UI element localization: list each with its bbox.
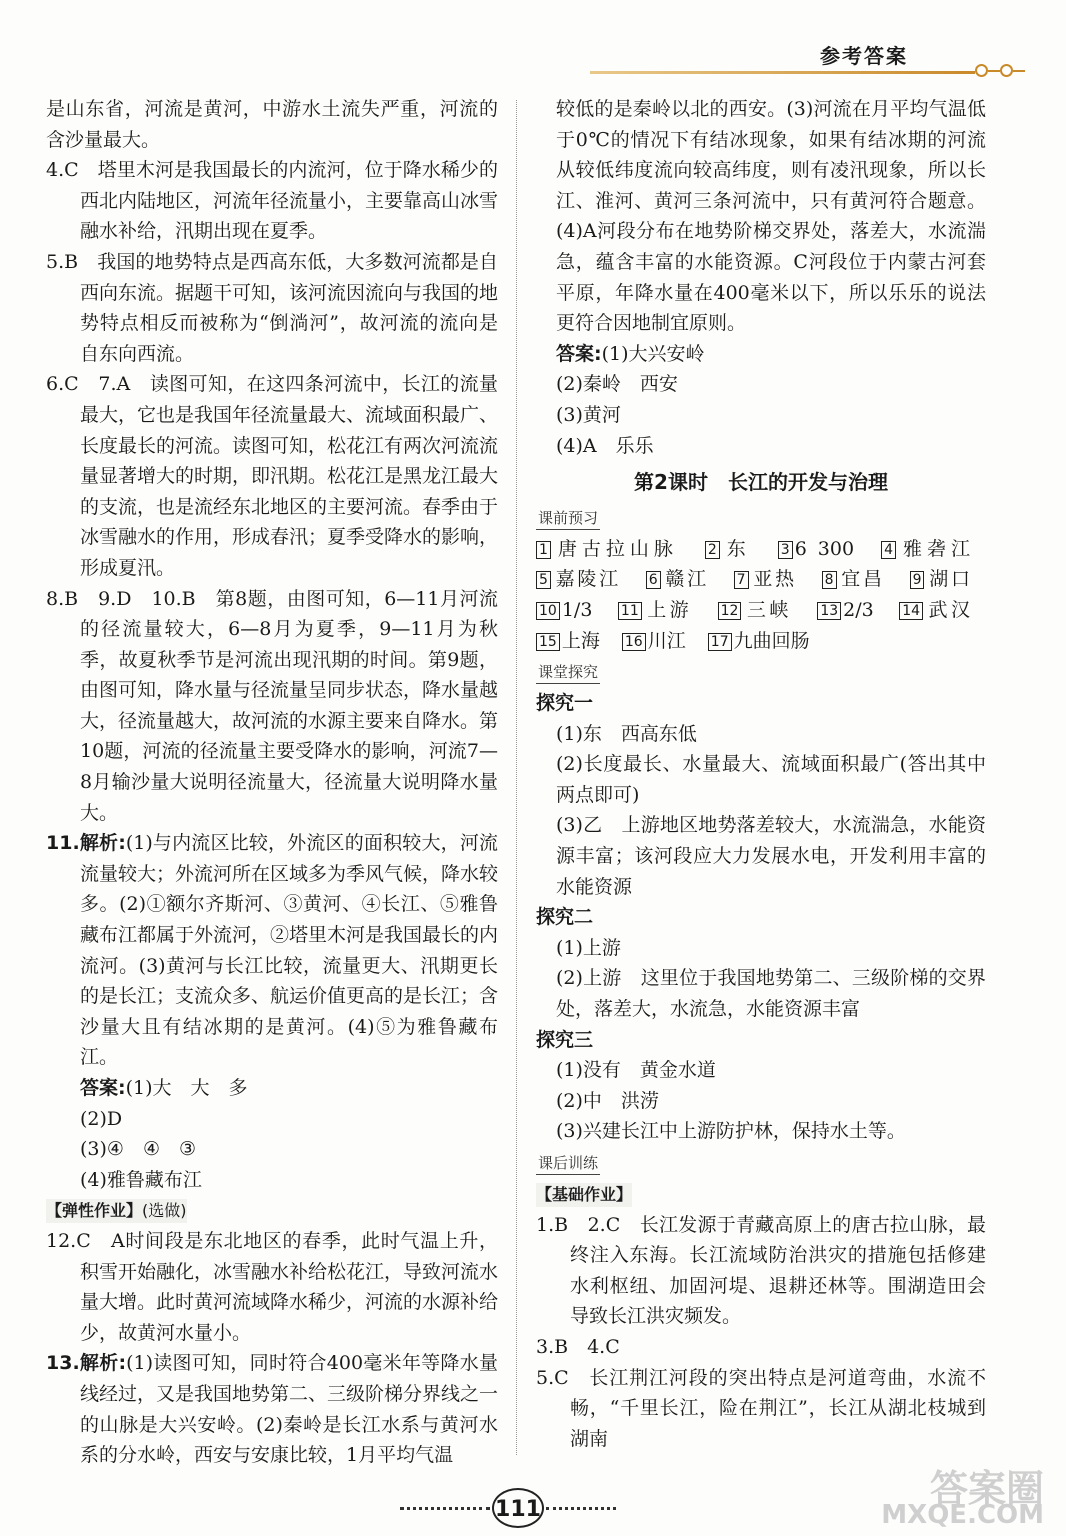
- section-tag-class: 课堂探究: [536, 661, 600, 684]
- preview-item: [881, 538, 970, 560]
- answer-13-key-3: (3)黄河: [556, 403, 621, 426]
- left-column: [46, 94, 498, 1471]
- answer-b5: 5.C 长江荆江河段的突出特点是河道弯曲，水流不畅，“千里长江，险在荆江”，长江从湖北枝城到湖南: [536, 1366, 986, 1450]
- preview-item-text: 亚热: [750, 568, 797, 591]
- preview-item-number: 12: [718, 602, 742, 620]
- preview-item-text: 上游: [643, 598, 693, 621]
- right-column: [536, 94, 986, 1454]
- watermark-logo: 答案圈: [929, 1467, 1044, 1511]
- preview-item-text: 雅砻江: [898, 537, 970, 560]
- preview-item-text: 2/3: [843, 598, 874, 621]
- preview-item-text: 唐古拉山脉: [552, 537, 678, 560]
- preview-item-number: 1: [536, 541, 551, 559]
- answer-13-key-2: (2)秦岭 西安: [556, 373, 678, 396]
- explore-3-3: (3)兴建长江中上游防护林，保持水土等。: [556, 1120, 906, 1143]
- header-rule: [590, 71, 975, 74]
- preview-item-number: 17: [708, 633, 732, 651]
- answer-11-label: 11.解析:: [46, 832, 126, 855]
- elastic-note: (选做): [142, 1201, 187, 1221]
- answer-13-key: [536, 339, 986, 370]
- answer-8-10: 8.B 9.D 10.B 第8题，由图可知，6—11月河流的径流量较大，6—8月为夏季，9—11月为秋季，故夏秋季节是河流出现汛期的时间。第9题，由图可知，降水量与径流量呈同步状态，降水量越大，径流量越大，故河流的水源主要来自降水。第10题，河流的径流量主要受降水的影响，河流7—8月输沙量大说明径流量大，径流量大说明降水量大。: [46, 587, 499, 824]
- explore-3-1: (1)没有 黄金水道: [556, 1059, 716, 1082]
- preview-item-text: 1/3: [561, 598, 593, 621]
- preview-item-text: 湖口: [926, 568, 970, 591]
- preview-item: [708, 630, 810, 652]
- answer-13-key-label: 答案:: [556, 342, 602, 365]
- preview-item-number: 11: [618, 602, 642, 620]
- preview-item: [705, 538, 751, 560]
- basic-homework-label: 【基础作业】: [536, 1183, 632, 1207]
- preview-item: [646, 568, 709, 590]
- watermark-url: MXQE.COM: [881, 1500, 1044, 1530]
- left-continued-text: 是山东省，河流是黄河，中游水土流失严重，河流的含沙量最大。: [46, 98, 498, 151]
- preview-item-number: 13: [817, 602, 841, 620]
- preview-item: [622, 630, 686, 652]
- answer-4: 4.C 塔里木河是我国最长的内流河，位于降水稀少的西北内陆地区，河流年径流量小，主要靠高山冰雪融水补给，汛期出现在夏季。: [46, 159, 499, 243]
- footer-dots-left: [400, 1507, 490, 1510]
- answer-11-key-label: 答案:: [80, 1077, 126, 1099]
- preview-item: [910, 568, 970, 590]
- explore-1-1: (1)东 西高东低: [556, 722, 697, 745]
- preview-item: [536, 630, 600, 652]
- answer-11-key: [46, 1073, 498, 1104]
- preview-item: [718, 599, 792, 621]
- preview-item: [536, 568, 621, 590]
- explore-3-title: 探究三: [536, 1028, 594, 1051]
- preview-item-text: 三峡: [743, 598, 792, 621]
- page-header: [0, 0, 1066, 90]
- answer-b3-4: 3.B 4.C: [536, 1335, 620, 1358]
- preview-item-text: 赣江: [662, 568, 709, 591]
- answer-13-key-1: (1)大兴安岭: [601, 342, 705, 365]
- explore-2-title: 探究二: [536, 906, 594, 929]
- answer-11-key-2: (2)D: [80, 1107, 123, 1130]
- header-dot-2: [1000, 64, 1013, 77]
- preview-item-number: 10: [536, 602, 560, 620]
- answer-13-key-4: (4)A 乐乐: [556, 434, 654, 457]
- answer-13-text: (1)读图可知，同时符合400毫米年等降水量线经过，又是我国地势第二、三级阶梯分界线之一的山脉是大兴安岭。(2)秦岭是长江水系与黄河水系的分水岭，西安与安康比较，1月平均气温: [80, 1352, 499, 1467]
- preview-item-number: 7: [734, 571, 749, 589]
- answer-13: [46, 1348, 498, 1470]
- preview-item: [734, 568, 797, 590]
- preview-item-number: 5: [536, 571, 551, 589]
- preview-item-text: 武汉: [925, 598, 970, 621]
- preview-item-number: 15: [536, 633, 560, 651]
- explore-2-2: (2)上游 这里位于我国地势第二、三级阶梯的交界处，落差大，水流急，水能资源丰富: [556, 967, 986, 1021]
- preview-item: [536, 599, 592, 621]
- preview-answers: [536, 534, 986, 656]
- answer-11-key-4: (4)雅鲁藏布江: [80, 1168, 202, 1191]
- preview-item-number: 2: [705, 541, 720, 559]
- page-number: 111: [492, 1488, 544, 1528]
- section-tag-preview: 课前预习: [536, 507, 600, 530]
- explore-2-1: (1)上游: [556, 936, 621, 959]
- preview-item-number: 6: [646, 571, 661, 589]
- elastic-label: 【弹性作业】: [46, 1201, 143, 1221]
- answer-5: 5.B 我国的地势特点是西高东低，大多数河流都是自西向东流。据题干可知，该河流因流向与我国的地势特点相反而被称为“倒淌河”，故河流的流向是自东向西流。: [46, 250, 499, 365]
- preview-item-number: 4: [881, 541, 896, 559]
- explore-3-2: (2)中 洪涝: [556, 1089, 659, 1112]
- elastic-homework-label: [46, 1199, 187, 1223]
- preview-item-text: 6 300: [794, 537, 855, 560]
- answer-13-label: 13.解析:: [46, 1352, 127, 1375]
- preview-item-text: 川江: [647, 629, 686, 652]
- explore-1-3: (3)乙 上游地区地势落差较大，水流湍急，水能资源丰富；该河段应大力发展水电，开发利用丰富的水能资源: [556, 814, 986, 898]
- answer-12: 12.C A时间段是东北地区的春季，此时气温上升，积雪开始融化，冰雪融水补给松花江，导致河流水量大增。此时黄河流域降水稀少，河流的水源补给少，故黄河水量小。: [46, 1229, 499, 1344]
- column-divider: [516, 100, 517, 1455]
- header-dot-link: [988, 70, 1000, 72]
- right-continued-text: 较低的是秦岭以北的西安。(3)河流在月平均气温低于0℃的情况下有结冰现象，如果有结冰期的河流从较低纬度流向较高纬度，则有凌汛现象，所以长江、淮河、黄河三条河流中，只有黄河符合题意。(4)A河段分布在地势阶梯交界处，落差大，水流湍急，蕴含丰富的水能资源。C河段位于内蒙古河套平原，年降水量在400毫米以下，所以乐乐的说法更符合因地制宜原则。: [556, 98, 986, 335]
- header-title: 参考答案: [820, 44, 908, 68]
- lesson-title: 第2课时 长江的开发与治理: [634, 470, 888, 495]
- preview-item-number: 14: [899, 602, 923, 620]
- answer-b1-2: 1.B 2.C 长江发源于青藏高原上的唐古拉山脉，最终注入东海。长江流域防治洪灾的措施包括修建水利枢纽、加固河堤、退耕还林等。围湖造田会导致长江洪灾频发。: [536, 1213, 986, 1328]
- preview-item: [817, 599, 873, 621]
- preview-item-number: 9: [910, 571, 925, 589]
- preview-item-number: 16: [622, 633, 646, 651]
- preview-item-number: 3: [778, 541, 793, 559]
- answer-11-text: (1)与内流区比较，外流区的面积较大，河流流量较大；外流河所在区域多为季风气候，降水较多。(2)①额尔齐斯河、③黄河、④长江、⑤雅鲁藏布江都属于外流河，②塔里木河是我国最长的内流河。(3)黄河与长江比较，流量更大、汛期更长的是长江；支流众多、航运价值更高的是长江；含沙量大且有结冰期的是黄河。(4)⑤为雅鲁藏布江。: [80, 832, 499, 1069]
- preview-item-text: 宜昌: [838, 568, 885, 591]
- preview-item-text: 东: [721, 537, 751, 560]
- preview-item-text: 嘉陵江: [552, 568, 621, 591]
- preview-item: [778, 538, 854, 560]
- preview-item: [899, 599, 970, 621]
- header-dot-1: [975, 64, 988, 77]
- preview-item-number: 8: [822, 571, 837, 589]
- header-dot-tail: [1013, 70, 1025, 72]
- explore-1-2: (2)长度最长、水量最大、流域面积最广(答出其中两点即可): [556, 753, 986, 806]
- preview-item: [822, 568, 885, 590]
- footer-dots-right: [546, 1507, 616, 1510]
- answer-11: [46, 828, 498, 1073]
- preview-item: [536, 538, 678, 560]
- answer-6-7: 6.C 7.A 读图可知，在这四条河流中，长江的流量最大，它也是我国年径流量最大、流域面积最广、长度最长的河流。读图可知，松花江有两次河流流量显著增大的时期，即汛期。松花江是黑龙江最大的支流，也是流经东北地区的主要河流。春季由于冰雪融水的作用，形成春汛；夏季受降水的影响，形成夏汛。: [46, 373, 499, 579]
- preview-item-text: 九曲回肠: [733, 629, 810, 652]
- answer-11-key-3: (3)④ ④ ③: [80, 1138, 197, 1161]
- preview-item: [618, 599, 692, 621]
- section-tag-after: 课后训练: [536, 1152, 600, 1175]
- explore-1-title: 探究一: [536, 692, 594, 715]
- preview-item-text: 上海: [561, 629, 600, 652]
- answer-11-key-1: (1)大 大 多: [125, 1077, 248, 1099]
